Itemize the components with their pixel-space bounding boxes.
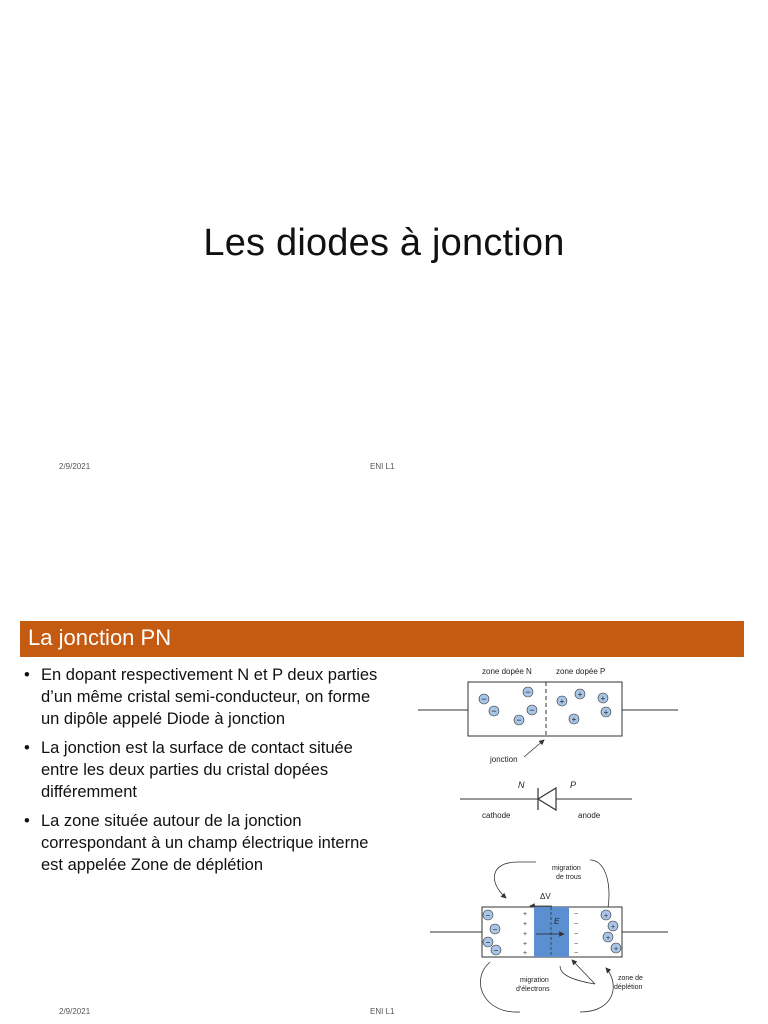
svg-text:−: −	[525, 687, 531, 697]
svg-text:+: +	[600, 694, 606, 703]
e-field-label: E	[554, 917, 560, 926]
slide-date: 2/9/2021	[59, 1007, 91, 1016]
diode-symbol	[460, 780, 632, 820]
depletion-zone	[534, 907, 569, 957]
p-letter: P	[570, 780, 577, 790]
svg-text:+: +	[522, 941, 528, 948]
slide-date: 2/9/2021	[59, 462, 91, 471]
diode-triangle	[538, 788, 556, 810]
svg-text:−: −	[529, 705, 535, 715]
slide-title-banner	[20, 621, 744, 657]
svg-text:−: −	[491, 706, 497, 716]
zone-n-label: zone dopée N	[482, 667, 532, 676]
svg-text:+: +	[577, 690, 583, 699]
svg-text:+: +	[522, 921, 528, 928]
migration-trous-label: migration de trous	[552, 865, 582, 881]
svg-text:−: −	[573, 931, 579, 938]
n-letter: N	[518, 780, 525, 790]
svg-text:−: −	[573, 941, 579, 948]
svg-text:+: +	[522, 931, 528, 938]
slide-footer-label: ENI L1	[370, 462, 395, 471]
svg-text:+: +	[605, 935, 611, 942]
svg-text:−: −	[485, 938, 491, 947]
pn-junction-figure	[410, 654, 750, 1024]
svg-text:−: −	[492, 925, 498, 934]
svg-text:+: +	[571, 715, 577, 724]
zone-p-label: zone dopée P	[556, 667, 606, 676]
crystal-diagram	[418, 667, 678, 764]
svg-text:−: −	[573, 911, 579, 918]
jonction-label: jonction	[490, 755, 518, 764]
zone-depletion-label: zone de déplétion	[614, 975, 643, 991]
bullet-marker: •	[24, 812, 30, 830]
jonction-arrow	[524, 740, 544, 757]
svg-text:+: +	[603, 708, 609, 717]
svg-text:+: +	[603, 913, 609, 920]
content-slide	[0, 600, 768, 1024]
svg-text:−: −	[573, 950, 579, 957]
bullet-text: La zone située autour de la jonction correspondant à un champ électrique interne est appelée Zone de déplétion	[41, 812, 369, 874]
slide-title: Les diodes à jonction	[203, 222, 565, 264]
bullet-item	[24, 737, 384, 803]
title-slide	[0, 0, 768, 500]
svg-text:+: +	[610, 924, 616, 931]
bullet-item	[24, 810, 384, 876]
svg-text:−: −	[573, 921, 579, 928]
slide-title: La jonction PN	[28, 625, 172, 650]
bullet-marker: •	[24, 739, 30, 757]
svg-text:−: −	[481, 694, 487, 704]
svg-text:−: −	[485, 911, 491, 920]
cathode-label: cathode	[482, 811, 511, 820]
svg-text:+: +	[522, 911, 528, 918]
svg-text:+: +	[522, 950, 528, 957]
slide-footer-label: ENI L1	[370, 1007, 395, 1016]
anode-label: anode	[578, 811, 601, 820]
bullet-item	[24, 664, 384, 730]
bullet-text: La jonction est la surface de contact située entre les deux parties du cristal dopées différemment	[41, 739, 353, 801]
delta-v-label: ΔV	[540, 892, 551, 901]
bullet-marker: •	[24, 666, 30, 684]
svg-text:+: +	[559, 697, 565, 706]
migration-electrons-label: migration d'électrons	[516, 977, 550, 993]
svg-text:−: −	[516, 715, 522, 725]
svg-text:−: −	[493, 946, 499, 955]
svg-text:+: +	[613, 946, 619, 953]
bullet-text: En dopant respectivement N et P deux parties d’un même cristal semi-conducteur, on forme un dipôle appelé Diode à jonction	[41, 666, 378, 728]
depletion-diagram	[430, 860, 668, 1012]
bullet-list	[24, 664, 384, 883]
